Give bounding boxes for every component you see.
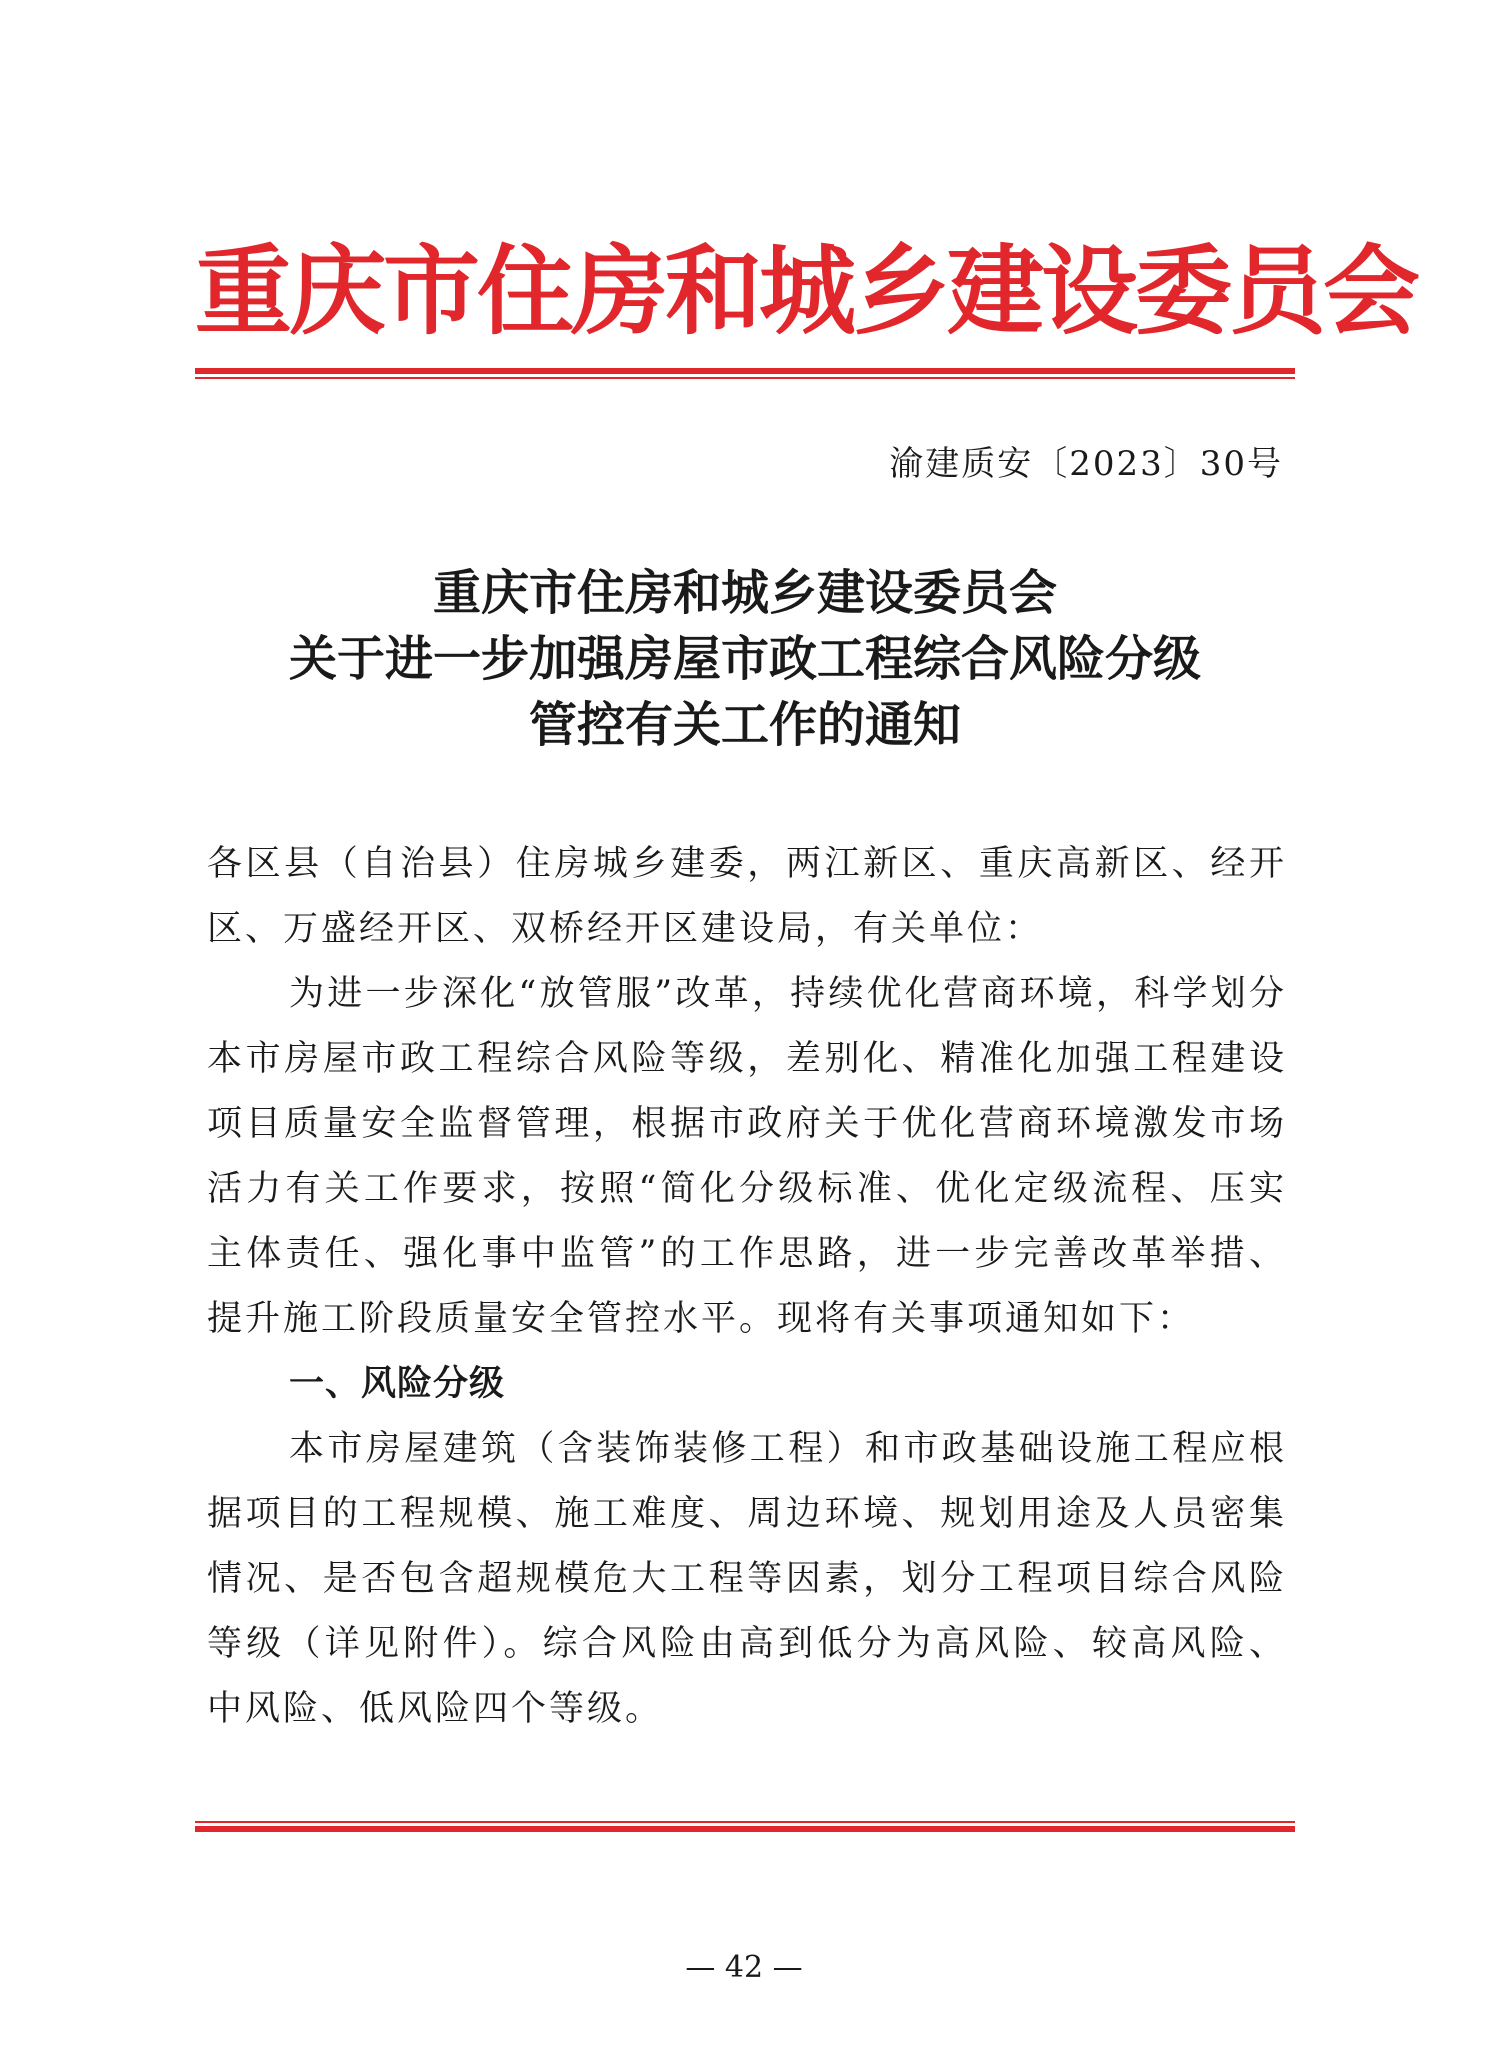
footer-rule-thin (195, 1821, 1295, 1823)
title-line-1: 重庆市住房和城乡建设委员会 (432, 565, 1057, 621)
document-number: 渝建质安〔2023〕30号 (889, 444, 1283, 484)
masthead-title: 重庆市住房和城乡建设委员会 (195, 235, 1417, 348)
page-number: — 42 — (685, 1950, 803, 1985)
recipients-paragraph: 各区县（自治县）住房城乡建委，两江新区、重庆高新区、经开区、万盛经开区、双桥经开区建设局，有关单位： (207, 844, 1287, 949)
document-title (195, 560, 1295, 758)
footer-rule-thick (195, 1826, 1295, 1832)
section-paragraph: 本市房屋建筑（含装饰装修工程）和市政基础设施工程应根据项目的工程规模、施工难度、周边环境、规划用途及人员密集情况、是否包含超规模危大工程等因素，划分工程项目综合风险等级（详见附件）。综合风险由高到低分为高风险、较高风险、中风险、低风险四个等级。 (207, 1429, 1287, 1729)
title-line-2: 关于进一步加强房屋市政工程综合风险分级 (288, 631, 1201, 687)
masthead-rule-thick (195, 368, 1295, 374)
document-body (207, 832, 1287, 1742)
intro-paragraph: 为进一步深化“放管服”改革，持续优化营商环境，科学划分本市房屋市政工程综合风险等级，差别化、精准化加强工程建设项目质量安全监督管理，根据市政府关于优化营商环境激发市场活力有关工作要求，按照“简化分级标准、优化定级流程、压实主体责任、强化事中监管”的工作思路，进一步完善改革举措、提升施工阶段质量安全管控水平。现将有关事项通知如下： (207, 974, 1287, 1339)
section-heading: 一、风险分级 (289, 1364, 506, 1404)
title-line-3: 管控有关工作的通知 (528, 697, 961, 753)
masthead-rule-thin (195, 377, 1295, 379)
